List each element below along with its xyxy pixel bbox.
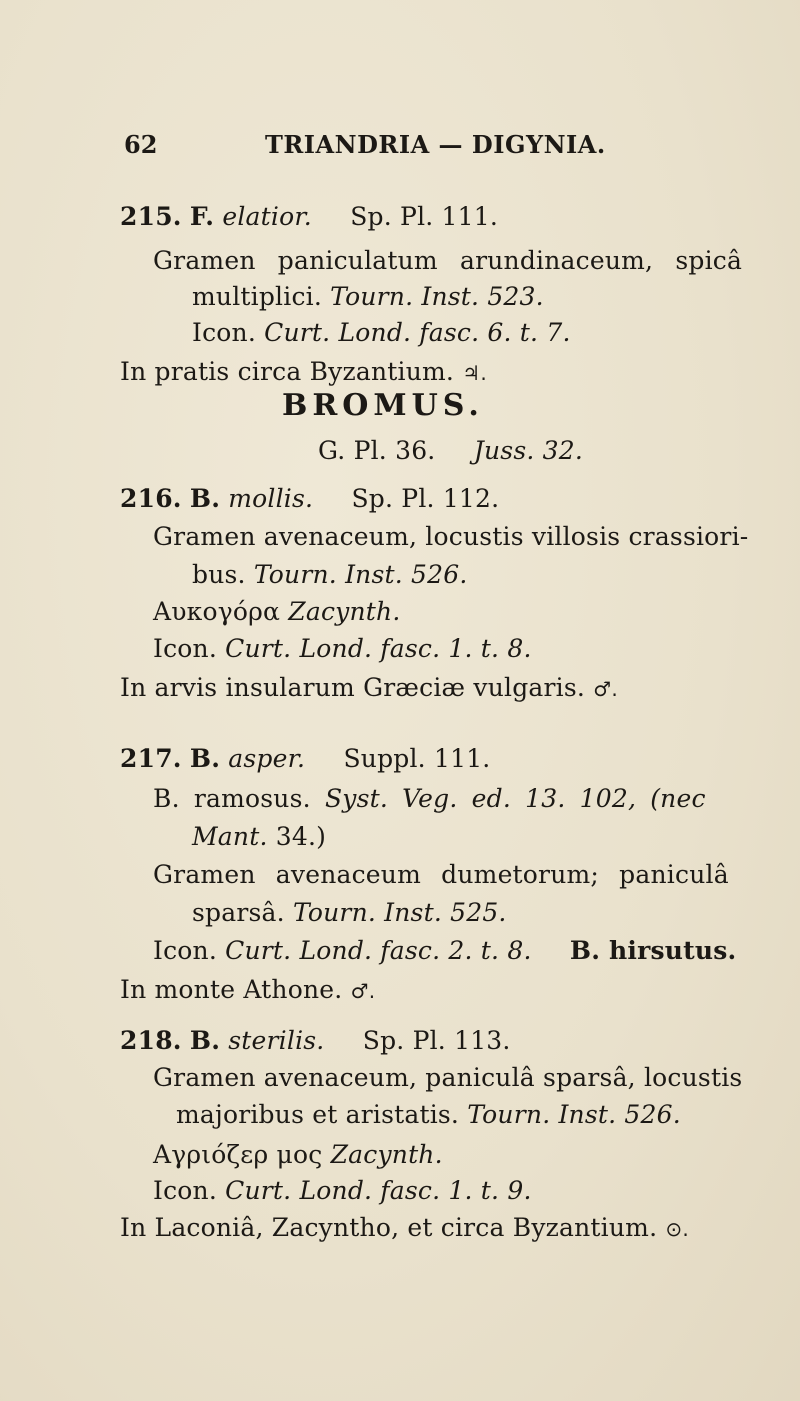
entry-215-line-3: Icon. Curt. Lond. fasc. 6. t. 7.	[192, 318, 571, 347]
page-number: 62	[124, 130, 158, 159]
entry-215-head: 215. F. elatior. Sp. Pl. 111.	[120, 202, 499, 231]
entry-217-line-5: Icon. Curt. Lond. fasc. 2. t. 8. B. hirsutus.	[153, 936, 737, 965]
entry-216-line-2: bus. Tourn. Inst. 526.	[192, 560, 468, 589]
genus-references: G. Pl. 36. Juss. 32.	[318, 436, 583, 465]
entry-216-head: 216. B. mollis. Sp. Pl. 112.	[120, 484, 500, 513]
entry-217-line-3: Gramen avenaceum dumetorum; paniculâ	[153, 860, 729, 889]
running-header: TRIANDRIA — DIGYNIA.	[265, 130, 606, 159]
entry-218-habitat: In Laconiâ, Zacyntho, et circa Byzantium. ⊙.	[120, 1213, 689, 1242]
entry-216-line-1: Gramen avenaceum, locustis villosis crassiori-	[153, 522, 749, 551]
entry-217-line-1: B. ramosus. Syst. Veg. ed. 13. 102, (nec	[153, 784, 706, 813]
entry-217-head: 217. B. asper. Suppl. 111.	[120, 744, 491, 773]
entry-217-line-2: Mant. 34.)	[192, 822, 327, 851]
entry-217-line-4: sparsâ. Tourn. Inst. 525.	[192, 898, 507, 927]
entry-215-line-1: Gramen paniculatum arundinaceum, spicâ	[153, 246, 743, 275]
entry-218-line-2: majoribus et aristatis. Tourn. Inst. 526.	[176, 1100, 681, 1129]
genus-title: BROMUS.	[282, 388, 484, 423]
entry-215-habitat: In pratis circa Byzantium. ♃.	[120, 357, 487, 386]
entry-218-head: 218. B. sterilis. Sp. Pl. 113.	[120, 1026, 511, 1055]
entry-216-line-3: Αυκογόρα Zacynth.	[153, 597, 401, 626]
entry-218-line-1: Gramen avenaceum, paniculâ sparsâ, locustis	[153, 1063, 743, 1092]
entry-218-line-4: Icon. Curt. Lond. fasc. 1. t. 9.	[153, 1176, 532, 1205]
entry-215-line-2: multiplici. Tourn. Inst. 523.	[192, 282, 544, 311]
entry-217-habitat: In monte Athone. ♂.	[120, 975, 376, 1004]
entry-218-line-3: Αγριόζερ μος Zacynth.	[153, 1140, 443, 1169]
entry-216-habitat: In arvis insularum Græciæ vulgaris. ♂.	[120, 673, 618, 702]
entry-216-line-4: Icon. Curt. Lond. fasc. 1. t. 8.	[153, 634, 532, 663]
